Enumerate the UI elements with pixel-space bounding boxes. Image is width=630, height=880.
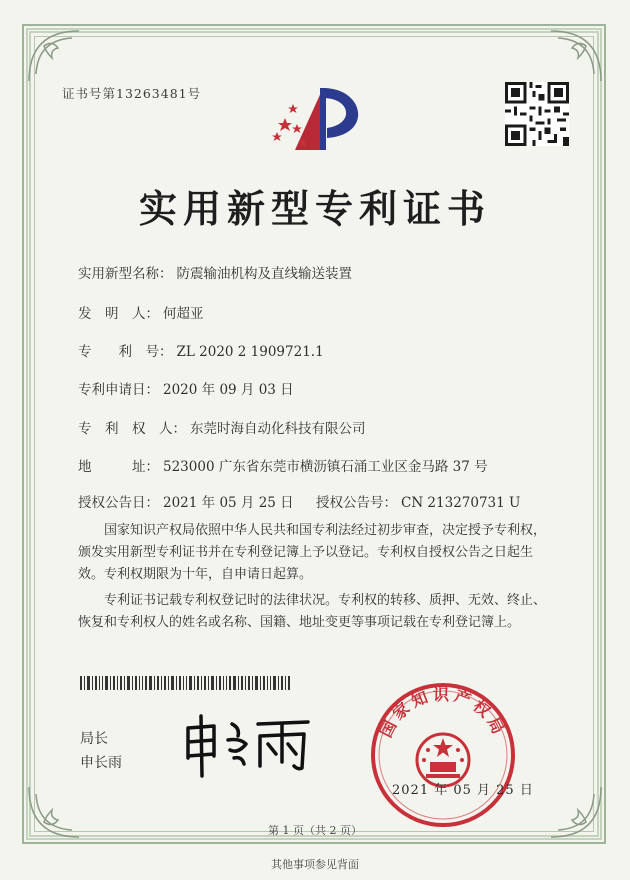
field-value: 防震输油机构及直线输送装置 <box>176 266 352 282</box>
field-address <box>78 455 488 475</box>
certificate-number: 证书号第13263481号 <box>62 86 202 101</box>
director-name: 申长雨 <box>80 755 122 771</box>
field-patentee <box>78 417 366 437</box>
field-inventor <box>78 302 204 322</box>
field-label: 专 利 号： <box>78 344 173 360</box>
certificate-title: 实用新型专利证书 <box>138 186 491 231</box>
page-number: 第 1 页（共 2 页） <box>268 824 362 837</box>
field-label: 专利申请日： <box>78 382 159 398</box>
cnipa-logo <box>265 80 375 160</box>
barcode <box>80 676 290 690</box>
svg-text:国家知识产权局: 国家知识产权局 <box>376 685 510 741</box>
director-signature <box>180 710 320 780</box>
field-utility-model-name <box>78 262 352 282</box>
field-label: 发 明 人： <box>78 306 159 322</box>
field-label: 授权公告号： <box>316 495 397 511</box>
field-label: 地 址： <box>78 459 159 475</box>
legal-status-statement: 专利证书记载专利权登记时的法律状况。专利权的转移、质押、无效、终止、恢复和专利权人的姓名或名称、国籍、地址变更等事项记载在专利登记簿上。 <box>78 593 547 630</box>
director-title: 局长 <box>80 731 108 747</box>
field-label: 实用新型名称： <box>78 266 173 282</box>
field-value: CN 213270731 U <box>401 495 521 511</box>
official-seal <box>368 680 518 830</box>
field-value: 何超亚 <box>163 306 204 322</box>
seal-date: 2021 年 05 月 25 日 <box>392 783 534 798</box>
field-value: 东莞时海自动化科技有限公司 <box>190 421 366 437</box>
field-value: 2020 年 09 月 03 日 <box>163 382 294 398</box>
corner-ornament-top-right <box>546 26 606 86</box>
field-application-date <box>78 378 294 398</box>
announcement-date <box>78 491 294 511</box>
announcement-number <box>316 491 520 511</box>
back-note: 其他事项参见背面 <box>271 858 359 871</box>
field-patent-number <box>78 340 324 360</box>
field-label: 专 利 权 人： <box>78 421 186 437</box>
field-value: 2021 年 05 月 25 日 <box>163 495 294 511</box>
certificate-statement: 国家知识产权局依照中华人民共和国专利法经过初步审查，决定授予专利权，颁发实用新型专利证书并在专利登记簿上予以登记。专利权自授权公告之日起生效。专利权期限为十年，自申请日起算。 <box>78 523 547 582</box>
field-value: 523000 广东省东莞市横沥镇石涌工业区金马路 37 号 <box>163 459 488 475</box>
qr-code <box>505 82 569 146</box>
field-value: ZL 2020 2 1909721.1 <box>176 344 324 360</box>
corner-ornament-top-left <box>24 26 84 86</box>
field-label: 授权公告日： <box>78 495 159 511</box>
